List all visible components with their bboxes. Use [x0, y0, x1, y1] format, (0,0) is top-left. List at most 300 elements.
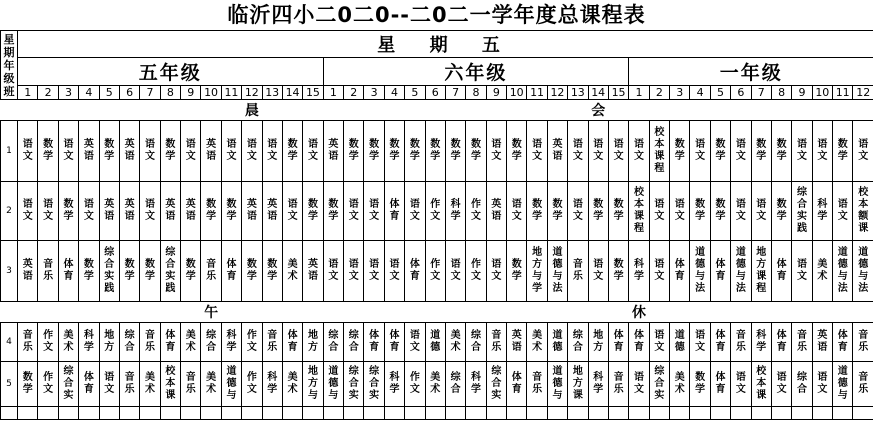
break-cell: [710, 302, 730, 323]
break-cell: [1, 100, 18, 121]
schedule-cell: [608, 241, 628, 302]
schedule-cell: [690, 241, 710, 302]
break-cell: [731, 100, 751, 121]
subject-text: 音乐: [858, 330, 869, 353]
subject-text: 语文: [654, 199, 665, 222]
subject-text: 数学: [348, 139, 359, 162]
subject-text: 音乐: [124, 372, 135, 395]
schedule-cell: [242, 182, 262, 241]
subject-text: 综合实: [348, 366, 359, 401]
schedule-cell: [445, 182, 465, 241]
schedule-cell: [405, 121, 425, 182]
subject-text: 数学: [715, 199, 726, 222]
schedule-cell: [221, 362, 241, 407]
break-cell: [507, 100, 527, 121]
break-cell: [771, 302, 791, 323]
subject-text: 数学: [776, 139, 787, 162]
schedule-cell: [751, 323, 771, 362]
subject-text: 英语: [817, 330, 828, 353]
schedule-cell: [384, 241, 404, 302]
subject-text: 语文: [348, 259, 359, 282]
class-number: 4: [384, 86, 404, 100]
schedule-cell: [221, 241, 241, 302]
grade-header: 五年级: [18, 58, 324, 86]
subject-text: 体育: [369, 330, 380, 353]
schedule-cell: [58, 182, 78, 241]
subject-text: 综合: [572, 330, 583, 353]
class-number: 10: [201, 86, 221, 100]
break-cell: [812, 100, 832, 121]
blank-cell: [38, 407, 58, 420]
schedule-cell: [466, 241, 486, 302]
subject-text: 语文: [735, 372, 746, 395]
subject-text: 数学: [83, 259, 94, 282]
subject-text: 音乐: [796, 330, 807, 353]
subject-text: 作文: [430, 259, 441, 282]
break-cell: [690, 302, 710, 323]
schedule-cell: [629, 323, 649, 362]
subject-text: 道德与法: [837, 247, 848, 294]
subject-text: 语文: [267, 139, 278, 162]
subject-text: 语文: [776, 372, 787, 395]
subject-text: 体育: [389, 330, 400, 353]
subject-text: 音乐: [735, 330, 746, 353]
subject-text: 数学: [328, 199, 339, 222]
class-number: 9: [181, 86, 201, 100]
schedule-cell: [425, 241, 445, 302]
blank-cell: [690, 407, 710, 420]
subject-text: 数学: [63, 199, 74, 222]
schedule-cell: [853, 323, 873, 362]
subject-text: 语文: [389, 259, 400, 282]
subject-text: 综合实: [491, 366, 502, 401]
subject-text: 作文: [43, 372, 54, 395]
schedule-cell: [527, 241, 547, 302]
schedule-cell: [181, 362, 201, 407]
schedule-cell: [38, 362, 58, 407]
schedule-cell: [99, 121, 119, 182]
subject-text: 英语: [552, 139, 563, 162]
class-number: 5: [99, 86, 119, 100]
subject-text: 综合实践: [104, 247, 115, 294]
subject-text: 道德: [430, 330, 441, 353]
subject-text: 语文: [63, 139, 74, 162]
schedule-cell: [568, 241, 588, 302]
subject-text: 综合: [450, 372, 461, 395]
subject-text: 音乐: [144, 330, 155, 353]
schedule-cell: [588, 362, 608, 407]
subject-text: 地方与学: [532, 247, 543, 294]
subject-text: 体育: [776, 259, 787, 282]
subject-text: 道德与法: [695, 247, 706, 294]
schedule-cell: [853, 121, 873, 182]
break-cell: [507, 302, 527, 323]
break-cell: [181, 100, 201, 121]
subject-text: 英语: [511, 330, 522, 353]
grade-header: 一年级: [629, 58, 873, 86]
subject-text: 美术: [144, 372, 155, 395]
subject-text: 道德与: [226, 366, 237, 401]
subject-text: 语文: [572, 139, 583, 162]
schedule-cell: [466, 323, 486, 362]
break-cell: [140, 100, 160, 121]
subject-text: 校本课程: [633, 187, 644, 234]
schedule-cell: [160, 323, 180, 362]
subject-text: 英语: [104, 199, 115, 222]
subject-text: 校本课程: [654, 127, 665, 174]
break-cell: [751, 302, 771, 323]
subject-text: 作文: [430, 199, 441, 222]
subject-text: 道德与: [328, 366, 339, 401]
schedule-cell: [364, 121, 384, 182]
schedule-cell: [527, 323, 547, 362]
break-cell: [364, 100, 384, 121]
schedule-cell: [181, 241, 201, 302]
class-number: 11: [833, 86, 853, 100]
schedule-cell: [99, 323, 119, 362]
schedule-cell: [323, 121, 343, 182]
break-cell: [588, 302, 608, 323]
subject-text: 语文: [83, 199, 94, 222]
subject-text: 科学: [593, 372, 604, 395]
break-cell: [425, 302, 445, 323]
subject-text: 美术: [287, 259, 298, 282]
subject-text: 数学: [409, 139, 420, 162]
schedule-cell: [18, 323, 38, 362]
break-cell: [547, 100, 567, 121]
subject-text: 校本课: [165, 366, 176, 401]
subject-text: 数学: [695, 199, 706, 222]
schedule-cell: [833, 323, 853, 362]
subject-text: 数学: [511, 259, 522, 282]
subject-text: 数学: [267, 259, 278, 282]
subject-text: 语文: [633, 372, 644, 395]
schedule-cell: [670, 362, 690, 407]
schedule-cell: [384, 121, 404, 182]
schedule-cell: [771, 241, 791, 302]
schedule-cell: [18, 121, 38, 182]
blank-cell: [344, 407, 364, 420]
subject-text: 体育: [776, 330, 787, 353]
schedule-cell: [201, 323, 221, 362]
schedule-cell: [588, 323, 608, 362]
schedule-cell: [58, 362, 78, 407]
schedule-cell: [242, 362, 262, 407]
schedule-cell: [792, 182, 812, 241]
subject-text: 道德: [674, 330, 685, 353]
break-cell: [119, 302, 139, 323]
break-cell: [445, 302, 465, 323]
schedule-cell: [18, 362, 38, 407]
break-cell: [38, 100, 58, 121]
blank-cell: [262, 407, 282, 420]
schedule-cell: [608, 182, 628, 241]
schedule-table: [0, 30, 873, 420]
class-number: 10: [507, 86, 527, 100]
day-header: 星 期 五: [18, 31, 873, 58]
subject-text: 地方与: [307, 366, 318, 401]
subject-text: 数学: [185, 259, 196, 282]
subject-text: 语文: [674, 199, 685, 222]
period-number: 5: [1, 362, 18, 407]
schedule-cell: [282, 323, 302, 362]
blank-cell: [833, 407, 853, 420]
subject-text: 音乐: [491, 330, 502, 353]
class-number: 12: [853, 86, 873, 100]
schedule-cell: [812, 241, 832, 302]
schedule-cell: [119, 121, 139, 182]
subject-text: 语文: [450, 259, 461, 282]
schedule-cell: [466, 182, 486, 241]
schedule-cell: [771, 182, 791, 241]
subject-text: 综合: [470, 330, 481, 353]
subject-text: 地方课: [572, 366, 583, 401]
schedule-cell: [792, 362, 812, 407]
subject-text: 数学: [287, 139, 298, 162]
subject-text: 数学: [22, 372, 33, 395]
subject-text: 美术: [430, 372, 441, 395]
break-cell: [710, 100, 730, 121]
schedule-cell: [568, 121, 588, 182]
schedule-cell: [853, 182, 873, 241]
class-number: 3: [670, 86, 690, 100]
schedule-cell: [262, 323, 282, 362]
blank-cell: [181, 407, 201, 420]
schedule-cell: [568, 182, 588, 241]
schedule-cell: [670, 121, 690, 182]
break-cell: [649, 302, 669, 323]
break-cell: [18, 100, 38, 121]
schedule-cell: [405, 323, 425, 362]
subject-text: 科学: [450, 199, 461, 222]
subject-text: 数学: [369, 139, 380, 162]
schedule-cell: [262, 362, 282, 407]
schedule-cell: [425, 182, 445, 241]
break-cell: [79, 100, 99, 121]
schedule-cell: [690, 323, 710, 362]
class-number: 8: [160, 86, 180, 100]
subject-text: 体育: [409, 259, 420, 282]
subject-text: 英语: [165, 199, 176, 222]
class-number: 8: [466, 86, 486, 100]
schedule-cell: [670, 182, 690, 241]
break-cell: [425, 100, 445, 121]
subject-text: 校本课: [756, 366, 767, 401]
schedule-cell: [18, 241, 38, 302]
subject-text: 体育: [837, 330, 848, 353]
subject-text: 数学: [715, 139, 726, 162]
schedule-cell: [527, 182, 547, 241]
subject-text: 综合: [796, 372, 807, 395]
subject-text: 科学: [756, 330, 767, 353]
subject-text: 数学: [389, 139, 400, 162]
blank-cell: [160, 407, 180, 420]
subject-text: 作文: [470, 199, 481, 222]
blank-cell: [364, 407, 384, 420]
schedule-cell: [853, 362, 873, 407]
break-cell: [853, 302, 873, 323]
subject-text: 语文: [369, 259, 380, 282]
break-cell: [445, 100, 465, 121]
break-cell: [629, 100, 649, 121]
break-cell: [38, 302, 58, 323]
subject-text: 数学: [307, 199, 318, 222]
blank-cell: [405, 407, 425, 420]
schedule-cell: [853, 241, 873, 302]
blank-cell: [384, 407, 404, 420]
class-number: 5: [405, 86, 425, 100]
schedule-cell: [608, 362, 628, 407]
class-number: 14: [282, 86, 302, 100]
subject-text: 数学: [613, 199, 624, 222]
class-number: 12: [547, 86, 567, 100]
subject-text: 美术: [185, 330, 196, 353]
break-cell: [18, 302, 38, 323]
schedule-cell: [282, 121, 302, 182]
break-cell: [812, 302, 832, 323]
subject-text: 数学: [511, 139, 522, 162]
schedule-cell: [527, 121, 547, 182]
schedule-cell: [119, 362, 139, 407]
schedule-cell: [445, 241, 465, 302]
sheet-title: 临沂四小二0二0--二0二一学年度总课程表: [227, 3, 646, 27]
break-cell: [282, 302, 302, 323]
schedule-cell: [486, 121, 506, 182]
schedule-cell: [242, 323, 262, 362]
subject-text: 作文: [246, 330, 257, 353]
schedule-cell: [771, 323, 791, 362]
subject-text: 语文: [104, 372, 115, 395]
break-cell: [140, 302, 160, 323]
blank-cell: [1, 407, 18, 420]
subject-text: 体育: [633, 330, 644, 353]
class-number: 11: [221, 86, 241, 100]
subject-text: 语文: [409, 199, 420, 222]
class-number: 4: [690, 86, 710, 100]
schedule-cell: [140, 241, 160, 302]
subject-text: 地方: [593, 330, 604, 353]
class-number: 12: [242, 86, 262, 100]
subject-text: 语文: [287, 199, 298, 222]
schedule-cell: [58, 323, 78, 362]
schedule-cell: [649, 182, 669, 241]
break-cell: [405, 302, 425, 323]
subject-text: 道德: [552, 330, 563, 353]
schedule-cell: [507, 182, 527, 241]
subject-text: 音乐: [572, 259, 583, 282]
subject-text: 地方课程: [756, 247, 767, 294]
subject-text: 数学: [226, 199, 237, 222]
subject-text: 语文: [511, 199, 522, 222]
break-cell: [323, 100, 343, 121]
subject-text: 数学: [552, 199, 563, 222]
subject-text: 语文: [491, 259, 502, 282]
schedule-cell: [792, 121, 812, 182]
subject-text: 数学: [165, 139, 176, 162]
subject-text: 音乐: [858, 372, 869, 395]
subject-text: 语文: [226, 139, 237, 162]
schedule-cell: [629, 241, 649, 302]
schedule-cell: [79, 182, 99, 241]
schedule-cell: [507, 241, 527, 302]
schedule-cell: [181, 182, 201, 241]
subject-text: 语文: [756, 199, 767, 222]
break-cell: [282, 100, 302, 121]
subject-text: 作文: [43, 330, 54, 353]
schedule-cell: [649, 241, 669, 302]
subject-text: 数学: [532, 199, 543, 222]
schedule-cell: [751, 241, 771, 302]
break-cell: [160, 302, 180, 323]
schedule-cell: [731, 362, 751, 407]
schedule-cell: [731, 121, 751, 182]
schedule-cell: [466, 121, 486, 182]
subject-text: 音乐: [267, 330, 278, 353]
class-number: 7: [140, 86, 160, 100]
subject-text: 科学: [226, 330, 237, 353]
schedule-cell: [792, 241, 812, 302]
subject-text: 道德与: [552, 366, 563, 401]
schedule-cell: [588, 182, 608, 241]
blank-cell: [445, 407, 465, 420]
break-cell: [670, 100, 690, 121]
class-number: 15: [608, 86, 628, 100]
subject-text: 科学: [389, 372, 400, 395]
subject-text: 英语: [206, 139, 217, 162]
class-number: 6: [119, 86, 139, 100]
schedule-cell: [38, 121, 58, 182]
subject-text: 语文: [695, 139, 706, 162]
subject-text: 体育: [63, 259, 74, 282]
blank-cell: [568, 407, 588, 420]
schedule-cell: [486, 323, 506, 362]
break-cell: [384, 100, 404, 121]
subject-text: 数学: [450, 139, 461, 162]
blank-cell: [629, 407, 649, 420]
subject-text: 语文: [369, 199, 380, 222]
subject-text: 科学: [633, 259, 644, 282]
schedule-cell: [140, 323, 160, 362]
subject-text: 道德与法: [552, 247, 563, 294]
break-cell: [527, 100, 547, 121]
schedule-cell: [99, 241, 119, 302]
schedule-cell: [79, 362, 99, 407]
schedule-cell: [751, 182, 771, 241]
schedule-cell: [649, 362, 669, 407]
schedule-cell: [344, 241, 364, 302]
schedule-cell: [568, 362, 588, 407]
schedule-cell: [547, 362, 567, 407]
schedule-cell: [262, 241, 282, 302]
subject-text: 英语: [246, 199, 257, 222]
schedule-cell: [221, 182, 241, 241]
break-cell: [99, 302, 119, 323]
schedule-cell: [486, 362, 506, 407]
subject-text: 数学: [613, 259, 624, 282]
schedule-cell: [201, 241, 221, 302]
subject-text: 语文: [409, 330, 420, 353]
blank-cell: [608, 407, 628, 420]
subject-text: 数学: [593, 199, 604, 222]
schedule-cell: [731, 323, 751, 362]
schedule-cell: [547, 121, 567, 182]
subject-text: 英语: [491, 199, 502, 222]
schedule-cell: [833, 241, 853, 302]
schedule-cell: [771, 362, 791, 407]
schedule-cell: [710, 182, 730, 241]
blank-cell: [771, 407, 791, 420]
schedule-cell: [425, 362, 445, 407]
